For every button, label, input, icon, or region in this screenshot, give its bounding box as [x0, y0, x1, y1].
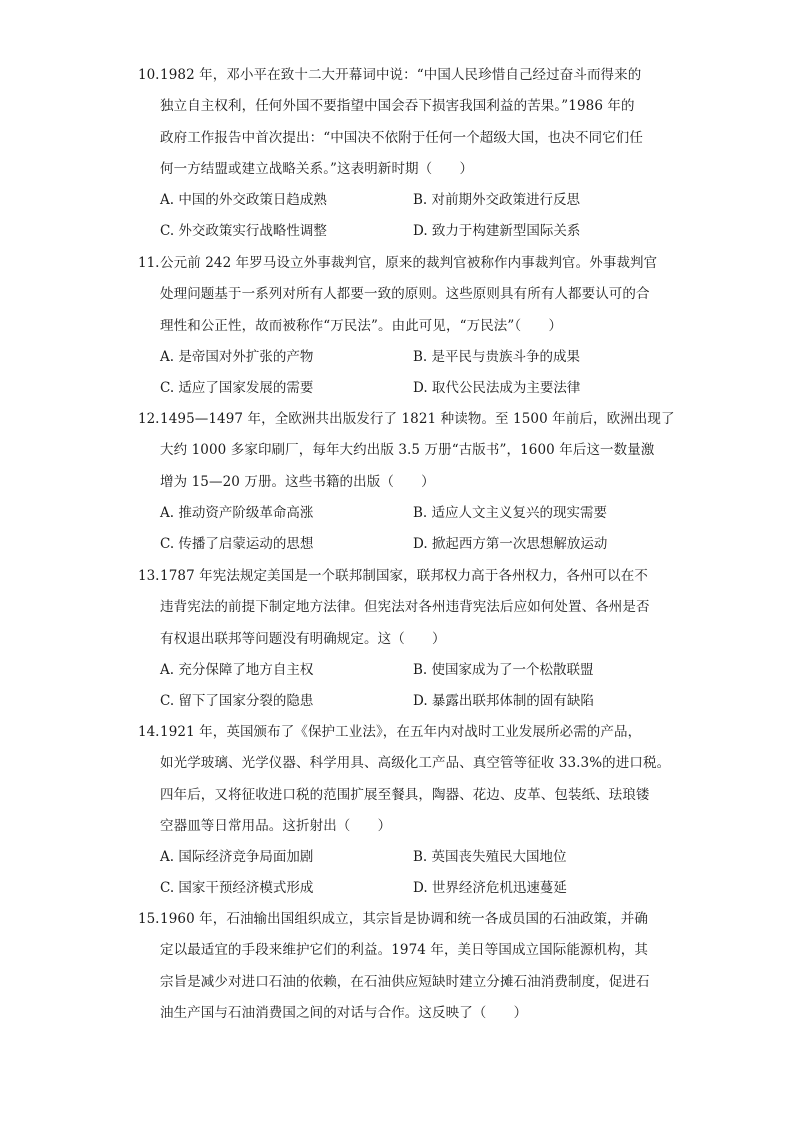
- question-text-line: 1495—1497 年，全欧洲共出版发行了 1821 种读物。至 1500 年前后，欧洲出现了: [160, 411, 675, 427]
- option-b[interactable]: B. 对前期外交政策进行反思: [413, 192, 581, 209]
- option-d[interactable]: D. 取代公民法成为主要法律: [413, 380, 581, 397]
- question-14: [138, 717, 671, 905]
- option-d[interactable]: D. 致力于构建新型国际关系: [413, 223, 581, 240]
- question-13: [138, 561, 668, 717]
- question-11: [138, 248, 668, 404]
- question-text-line: 1787 年宪法规定美国是一个联邦制国家，联邦权力高于各州权力，各州可以在不: [160, 568, 648, 584]
- option-b[interactable]: B. 英国丧失殖民大国地位: [413, 849, 567, 866]
- option-a[interactable]: A. 是帝国对外扩张的产物: [160, 348, 314, 365]
- question-text-line: 定以最适宜的手段来维护它们的利益。1974 年，美日等国成立国际能源机构，其: [160, 942, 648, 959]
- question-text-line: 理性和公正性，故而被称作“万民法”。由此可见，“万民法”（ ）: [160, 317, 563, 334]
- option-b[interactable]: B. 适应人文主义复兴的现实需要: [413, 504, 608, 521]
- question-text-line: 油生产国与石油消费国之间的对话与合作。这反映了（ ）: [160, 1004, 528, 1021]
- question-10: [138, 60, 668, 248]
- option-c[interactable]: C. 国家干预经济模式形成: [160, 880, 314, 897]
- question-text-line: 大约 1000 多家印刷厂，每年大约出版 3.5 万册“古版书”，1600 年后这一数量激: [160, 442, 655, 459]
- question-text-line: 增为 15—20 万册。这些书籍的出版（ ）: [160, 473, 435, 490]
- question-text-line: 处理问题基于一系列对所有人都要一致的原则。这些原则具有所有人都要认可的合: [160, 286, 650, 303]
- option-c[interactable]: C. 适应了国家发展的需要: [160, 380, 314, 397]
- question-text-line: 1982 年，邓小平在致十二大开幕词中说：“中国人民珍惜自己经过奋斗而得来的: [160, 67, 642, 83]
- question-text-line: 政府工作报告中首次提出：“中国决不依附于任何一个超级大国，也决不同它们任: [160, 129, 644, 146]
- answer-options: [160, 842, 668, 905]
- option-a[interactable]: A. 充分保障了地方自主权: [160, 661, 314, 678]
- option-b[interactable]: B. 使国家成为了一个松散联盟: [413, 661, 594, 678]
- question-text-line: 空器皿等日常用品。这折射出（ ）: [160, 817, 392, 834]
- option-a[interactable]: A. 中国的外交政策日趋成熟: [160, 192, 327, 209]
- question-text-line: 1960 年，石油输出国组织成立，其宗旨是协调和统一各成员国的石油政策，并确: [160, 911, 648, 927]
- question-text-line: 何一方结盟或建立战略关系。”这表明新时期（ ）: [160, 160, 474, 177]
- question-text-line: 违背宪法的前提下制定地方法律。但宪法对各州违背宪法后应如何处置、各州是否: [160, 599, 650, 616]
- option-a[interactable]: A. 推动资产阶级革命高涨: [160, 504, 314, 521]
- option-d[interactable]: D. 暴露出联邦体制的固有缺陷: [413, 693, 594, 710]
- answer-options: [160, 498, 668, 561]
- question-number: 12.: [138, 411, 160, 427]
- question-12: [138, 404, 675, 560]
- option-d[interactable]: D. 掀起西方第一次思想解放运动: [413, 536, 608, 553]
- question-text-line: 独立自主权利，任何外国不要指望中国会吞下损害我国利益的苦果。”1986 年的: [160, 98, 635, 115]
- question-number: 14.: [138, 724, 160, 740]
- option-c[interactable]: C. 留下了国家分裂的隐患: [160, 693, 314, 710]
- option-c[interactable]: C. 外交政策实行战略性调整: [160, 223, 327, 240]
- question-text-line: 1921 年，英国颁布了《保护工业法》，在五年内对战时工业发展所必需的产品，: [160, 724, 642, 740]
- option-c[interactable]: C. 传播了启蒙运动的思想: [160, 536, 314, 553]
- option-d[interactable]: D. 世界经济危机迅速蔓延: [413, 880, 567, 897]
- question-text-line: 公元前 242 年罗马设立外事裁判官，原来的裁判官被称作内事裁判官。外事裁判官: [160, 255, 658, 271]
- question-15: [138, 904, 668, 1029]
- question-text-line: 宗旨是减少对进口石油的依赖，在石油供应短缺时建立分摊石油消费制度，促进石: [160, 973, 650, 990]
- answer-options: [160, 185, 668, 248]
- question-number: 15.: [138, 911, 160, 927]
- option-a[interactable]: A. 国际经济竞争局面加剧: [160, 849, 314, 866]
- question-text-line: 如光学玻璃、光学仪器、科学用具、高级化工产品、真空管等征收 33.3%的进口税。: [160, 755, 671, 772]
- answer-options: [160, 342, 668, 405]
- question-number: 10.: [138, 67, 160, 83]
- question-text-line: 四年后，又将征收进口税的范围扩展至餐具，陶器、花边、皮革、包装纸、珐琅镂: [160, 786, 650, 803]
- question-number: 11.: [138, 255, 160, 271]
- answer-options: [160, 655, 668, 718]
- question-text-line: 有权退出联邦等问题没有明确规定。这（ ）: [160, 630, 446, 647]
- option-b[interactable]: B. 是平民与贵族斗争的成果: [413, 348, 581, 365]
- question-number: 13.: [138, 568, 160, 584]
